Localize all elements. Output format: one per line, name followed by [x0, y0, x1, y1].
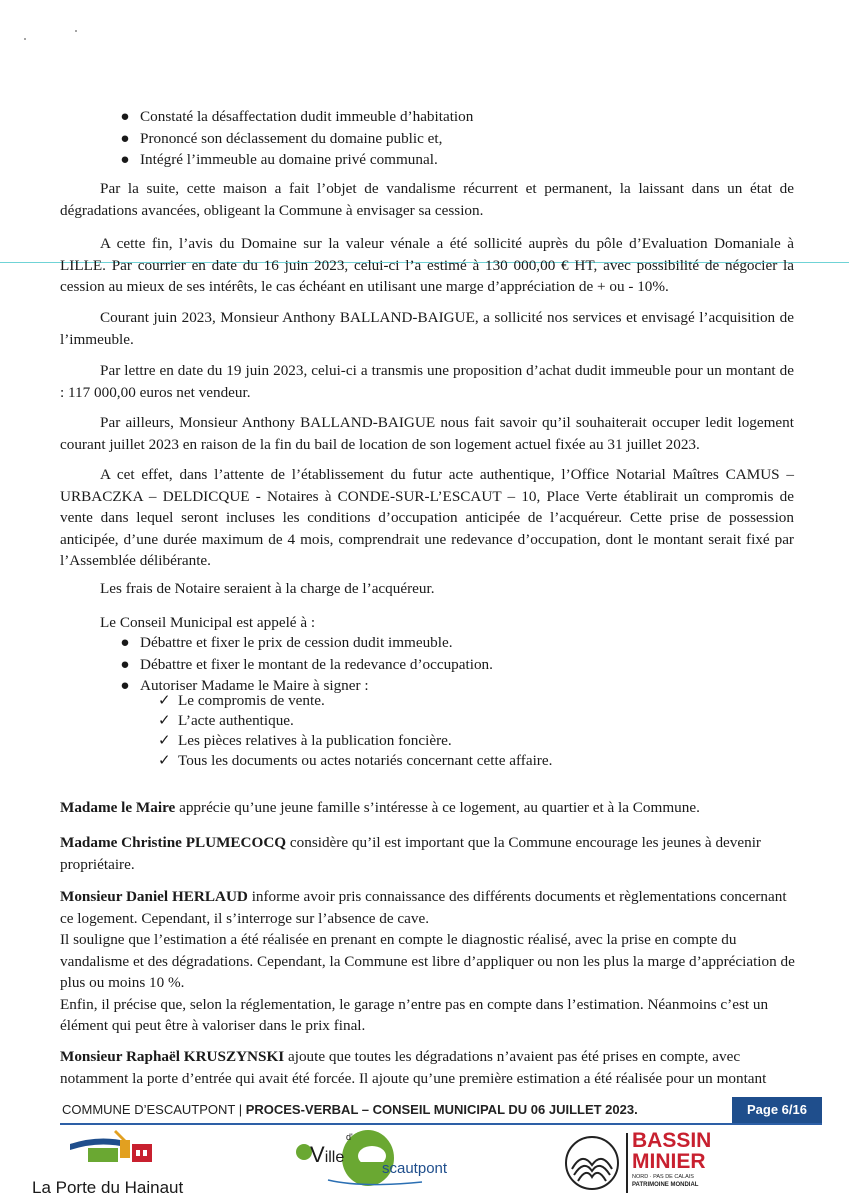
checkmark-icon: ✓ [158, 732, 171, 749]
herlaud-line-1: Monsieur Daniel HERLAUD informe avoir pris connaissance des différents documents et règlementations concernant ce logement. Cependant, il s’interroge sur l’absence de cave. [60, 888, 787, 927]
intervention-plumecocq: Madame Christine PLUMECOCQ considère qu’il est important que la Commune encourage les jeunes à devenir propriétaire. [60, 834, 761, 873]
escautpont-text: scautpont [382, 1160, 448, 1177]
bullet-icon: ● [120, 677, 130, 694]
bullet-icon: ● [120, 108, 130, 125]
porte-du-hainaut-emblem [30, 1128, 210, 1174]
scan-speck [75, 30, 77, 32]
herlaud-line-2: Il souligne que l’estimation a été réalisée en prenant en compte le diagnostic réalisé, avec la prise en compte du vandalisme et des dégradations. Cependant, la Commune est libre d’appliquer ou non les plus la marge d’appréciation de plus ou moins 10 %. [60, 931, 795, 991]
bassin-minier-logo [564, 1129, 714, 1199]
list-item: ● Constaté la désaffectation dudit immeuble d’habitation [116, 106, 736, 128]
speaker-name: Monsieur Daniel HERLAUD [60, 888, 248, 905]
list-item: ✓ L’acte authentique. [158, 712, 294, 729]
list-item: ✓ Les pièces relatives à la publication foncière. [158, 732, 452, 749]
footer-divider [60, 1123, 822, 1125]
bassin-text: BASSIN [632, 1129, 712, 1152]
list-item: ● Intégré l’immeuble au domaine privé communal. [116, 149, 736, 171]
speaker-name: Madame Christine PLUMECOCQ [60, 834, 287, 851]
porte-du-hainaut-logo [30, 1128, 210, 1198]
bullet-icon: ● [120, 634, 130, 651]
ville-d-text: d' [346, 1132, 353, 1142]
list-item: ● Prononcé son déclassement du domaine public et, [116, 128, 736, 150]
checkmark-icon: ✓ [158, 692, 171, 709]
scan-speck [24, 38, 26, 40]
logo-divider [626, 1133, 628, 1193]
page-number-badge: Page 6/16 [732, 1097, 822, 1123]
footer-bar [60, 1097, 822, 1125]
paragraph: Courant juin 2023, Monsieur Anthony BALLAND-BAIGUE, a sollicité nos services et envisagé l’acquisition de l’immeuble. [60, 309, 794, 348]
minier-text: MINIER [632, 1150, 706, 1173]
bullet-icon: ● [120, 655, 130, 673]
porte-du-hainaut-name: La Porte du Hainaut [32, 1178, 184, 1197]
list-item: ✓ Tous les documents ou actes notariés concernant cette affaire. [158, 752, 553, 769]
patrimoine-mondial-text: PATRIMOINE MONDIAL [632, 1182, 699, 1188]
intervention-maire: Madame le Maire apprécie qu’une jeune famille s’intéresse à ce logement, au quartier et à la Commune. [60, 799, 700, 816]
bullet-list-conseil [116, 632, 736, 697]
paragraph: Par la suite, cette maison a fait l’objet de vandalisme récurrent et permanent, la laissant dans un état de dégradations avancées, obligeant la Commune à envisager sa cession. [60, 180, 794, 219]
speaker-name: Madame le Maire [60, 799, 176, 816]
ville-escautpont-logo [292, 1128, 452, 1198]
bullet-icon: ● [120, 129, 130, 147]
paragraph: A cet effet, dans l’attente de l’établissement du futur acte authentique, l’Office Notarial Maîtres CAMUS – URBACZKA – DELDICQUE - Notaires à CONDE-SUR-L’ESCAUT – 10, Place Verte établirait un compromis de vente dans lequel seront incluses les conditions d’occupation anticipée de l’acquéreur. Cette prise de possession anticipée, d’une durée maximum de 4 mois, comprendrait une redevance d’occupation, dont le montant serait fixé par l’Assemblée délibérante. [60, 466, 794, 569]
list-item: ● Débattre et fixer le prix de cession dudit immeuble. [116, 632, 736, 654]
list-item: ✓ Le compromis de vente. [158, 692, 325, 709]
herlaud-line-3: Enfin, il précise que, selon la réglementation, le garage n’entre pas en compte dans l’estimation. Néanmoins c’est un élément qui peut être à valoriser dans le prix final. [60, 995, 769, 1034]
checklist [158, 691, 758, 771]
intervention-kruszynski: Monsieur Raphaël KRUSZYNSKI ajoute que toutes les dégradations n’avaient pas été prises en compte, avec notamment la porte d’entrée qui avait été forcée. Il ajoute qu’une première estimation a été réalisée pour un montant [60, 1048, 767, 1087]
paragraph: Les frais de Notaire seraient à la charge de l’acquéreur. [100, 580, 435, 597]
paragraph: Par ailleurs, Monsieur Anthony BALLAND-BAIGUE nous fait savoir qu’il souhaiterait occuper ledit logement courant juillet 2023 en raison de la fin du bail de location de son logement actuel fixée au 31 juillet 2023. [60, 414, 794, 453]
checkmark-icon: ✓ [158, 752, 171, 769]
bullet-list-top [116, 106, 736, 171]
intervention-herlaud [60, 886, 800, 1037]
paragraph: Par lettre en date du 19 juin 2023, celui-ci a transmis une proposition d’achat dudit immeuble pour un montant de : 117 000,00 euros net vendeur. [60, 362, 794, 401]
checkmark-icon: ✓ [158, 712, 171, 729]
bullet-icon: ● [120, 151, 130, 168]
paragraph: Le Conseil Municipal est appelé à : [100, 614, 316, 631]
speaker-name: Monsieur Raphaël KRUSZYNSKI [60, 1048, 285, 1065]
nord-pas-de-calais-text: NORD · PAS DE CALAIS [632, 1174, 694, 1180]
footer-title: COMMUNE D’ESCAUTPONT | PROCES-VERBAL – CONSEIL MUNICIPAL DU 06 JUILLET 2023. [62, 1102, 638, 1117]
paragraph: A cette fin, l’avis du Domaine sur la valeur vénale a été sollicité auprès du pôle d’Evaluation Domaniale à LILLE. Par courrier en date du 16 juin 2023, celui-ci l’a estimé à 130 000,00 € HT, avec possibilité de négocier la cession au mieux de ses intérêts, le cas échéant en utilisant une marge d’appréciation de + ou - 10%. [60, 235, 794, 295]
list-item: ● Débattre et fixer le montant de la redevance d’occupation. [116, 654, 736, 676]
list-item: ● Autoriser Madame le Maire à signer : [116, 675, 736, 697]
patrimoine-mondial-emblem [564, 1135, 620, 1191]
ville-text: Ville [310, 1142, 345, 1167]
